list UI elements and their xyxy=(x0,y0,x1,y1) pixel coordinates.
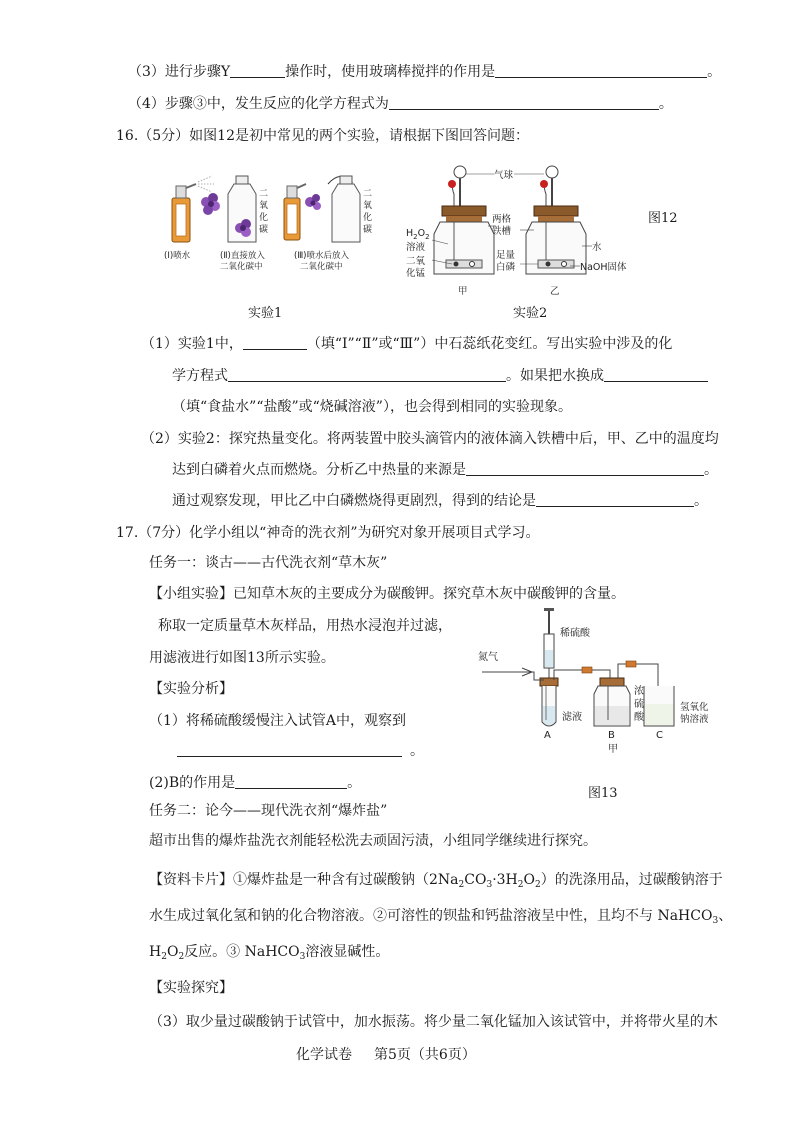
q16-part1-line1: （1）实验1中， （填“Ⅰ”“Ⅱ”或“Ⅲ”）中石蕊纸花变红。写出实验中涉及的化 xyxy=(141,336,673,352)
co2-label-ii-char: 碳 xyxy=(259,225,269,235)
conc-label-2: 硫 xyxy=(634,699,644,710)
q17-task2: 任务二：论今——现代洗衣剂“爆炸盐” xyxy=(149,803,388,819)
answer-blank[interactable] xyxy=(228,367,506,382)
q16-part2-line1: （2）实验2：探究热量变化。将两装置中胶头滴管内的液体滴入铁槽中后，甲、乙中的温度均 xyxy=(141,431,719,447)
experiment1-caption: 实验1 xyxy=(248,306,283,321)
q17-card-line1: 【资料卡片】①爆炸盐是一种含有过碳酸钠$(2Na_2CO_3\cdot 3H_2O_2)$的洗涤用品，过碳酸钠溶于 xyxy=(149,872,723,890)
nitrogen-label: 氮气 xyxy=(478,652,498,663)
answer-blank[interactable] xyxy=(389,95,659,110)
dilute-acid-label: 稀硫酸 xyxy=(560,628,590,639)
q17-analysis-1: （1）将稀硫酸缓慢注入试管A中，观察到 xyxy=(149,713,407,729)
trough-label-1: 两格 xyxy=(492,214,512,225)
label-iii-line1: (Ⅲ)喷水后放入 xyxy=(294,251,349,261)
label-iii-line2: 二氧化碳中 xyxy=(300,262,343,272)
white-p-label-2: 白磷 xyxy=(496,262,516,273)
naoh-label-1: 氢氧化 xyxy=(680,702,709,713)
filtrate-label: 滤液 xyxy=(562,712,582,723)
label-ii-line1: (Ⅱ)直接放入 xyxy=(220,251,265,261)
experiment1-figure xyxy=(160,168,375,278)
beaker-c-icon xyxy=(644,686,674,726)
conc-label-3: 酸 xyxy=(634,712,644,723)
apparatus-jia xyxy=(434,166,494,274)
water-label: 水 xyxy=(592,242,602,253)
answer-blank[interactable] xyxy=(177,742,402,757)
experiment2-figure xyxy=(402,162,627,302)
q15-part4: （4）步骤③中，发生反应的化学方程式为 。 xyxy=(128,96,673,112)
answer-blank[interactable] xyxy=(466,461,704,476)
q17-intro: 超市出售的爆炸盐洗衣剂能轻松洗去顽固污渍，小组同学继续进行探究。 xyxy=(149,833,597,849)
q17-group-experiment: 【小组实验】已知草木灰的主要成分为碳酸钾。探究草木灰中碳酸钾的含量。 xyxy=(149,586,625,602)
page-footer xyxy=(296,1045,476,1065)
test-tube-a-icon xyxy=(540,678,558,726)
syringe-icon xyxy=(544,608,554,688)
trough-label-2: 铁槽 xyxy=(492,226,512,237)
co2-label-iii-char: 碳 xyxy=(363,225,373,235)
q17-task1: 任务一：谈古——古代洗衣剂“草木灰” xyxy=(149,555,388,571)
solution-label: 溶液 xyxy=(406,242,426,253)
apparatus-yi xyxy=(526,166,586,274)
co2-label-ii-char: 二 xyxy=(259,189,269,199)
co2-label-ii-char: 化 xyxy=(259,213,269,223)
label-jia: 甲 xyxy=(608,744,618,755)
naoh-label: NaOH固体 xyxy=(580,262,627,273)
answer-blank[interactable] xyxy=(230,63,285,78)
figure13-label: 图13 xyxy=(588,786,618,801)
q17-analysis-1-answer: 。 xyxy=(177,741,424,761)
label-ii-line2: 二氧化碳中 xyxy=(220,262,263,272)
naoh-label-2: 钠溶液 xyxy=(680,714,709,725)
white-p-label-1: 足量 xyxy=(496,250,516,261)
q17-explore-heading: 【实验探究】 xyxy=(149,980,233,996)
litmus-flower-icon xyxy=(201,193,220,215)
label-b: B xyxy=(608,730,615,741)
gas-bottle-ii-icon xyxy=(228,176,256,242)
q17-analysis-heading: 【实验分析】 xyxy=(149,681,233,697)
label-i: (Ⅰ)喷水 xyxy=(164,251,191,261)
gas-bottle-iii-icon xyxy=(332,176,360,242)
q17-card-line3: $H_2O_2$反应。③ NaHCO$_3$溶液显碱性。 xyxy=(149,944,390,962)
answer-blank[interactable] xyxy=(243,335,307,350)
h2o2-label: $H_2O_2$ xyxy=(406,228,430,241)
q17-analysis-2: (2)B的作用是 。 xyxy=(149,775,362,791)
q17-exp-line2: 称取一定质量草木灰样品，用热水浸泡并过滤， xyxy=(158,618,452,634)
q17-part3: （3）取少量过碳酸钠于试管中，加水振荡。将少量二氧化锰加入该试管中，并将带火星的木 xyxy=(149,1014,718,1030)
label-a: A xyxy=(544,730,551,741)
conc-label-1: 浓 xyxy=(634,686,644,697)
answer-blank[interactable] xyxy=(604,367,708,382)
q17-title: 17.（7分）化学小组以“神奇的洗衣剂”为研究对象开展项目式学习。 xyxy=(116,525,540,541)
q16-part1-line3: （填“食盐水”“盐酸”或“烧碱溶液”），也会得到相同的实验现象。 xyxy=(172,399,572,415)
q15-part3: （3）进行步骤Y 操作时，使用玻璃棒搅拌的作用是 。 xyxy=(128,64,722,80)
figure13-apparatus xyxy=(474,606,724,756)
co2-label-iii-char: 二 xyxy=(363,189,373,199)
q16-part1-line2: 学方程式 。如果把水换成 xyxy=(172,366,708,386)
answer-blank[interactable] xyxy=(536,492,694,507)
answer-blank[interactable] xyxy=(235,774,347,789)
q17-card-line2: 水生成过氧化氢和钠的化合物溶液。②可溶性的钡盐和钙盐溶液呈中性，且均不与 NaHCO$_3$、 xyxy=(149,908,733,926)
q16-part2-line3: 通过观察发现，甲比乙中白磷燃烧得更剧烈，得到的结论是 。 xyxy=(172,493,708,509)
co2-label-iii-char: 化 xyxy=(363,213,373,223)
label-c: C xyxy=(656,730,663,741)
bottle-b-icon xyxy=(594,678,630,726)
jia-label: 甲 xyxy=(458,286,468,297)
mno2-label-2: 化锰 xyxy=(406,268,426,279)
q17-exp-line3: 用滤液进行如图13所示实验。 xyxy=(149,650,335,666)
answer-blank[interactable] xyxy=(495,63,707,78)
co2-label-iii-char: 氧 xyxy=(363,201,373,211)
yi-label: 乙 xyxy=(550,286,560,297)
figure12-label: 图12 xyxy=(648,211,678,226)
q16-part2-line2: 达到白磷着火点而燃烧。分析乙中热量的来源是 。 xyxy=(172,462,718,478)
experiment2-caption: 实验2 xyxy=(513,306,548,321)
co2-label-ii-char: 氧 xyxy=(259,201,269,211)
balloon-label: 气球 xyxy=(494,170,514,181)
q16-title: 16.（5分）如图12是初中常见的两个实验，请根据下图回答问题： xyxy=(116,128,529,144)
mno2-label-1: 二氧 xyxy=(406,256,426,267)
footer-subject: 化学试卷 xyxy=(296,1047,352,1063)
footer-page-number: 第5页（共6页） xyxy=(374,1047,476,1063)
